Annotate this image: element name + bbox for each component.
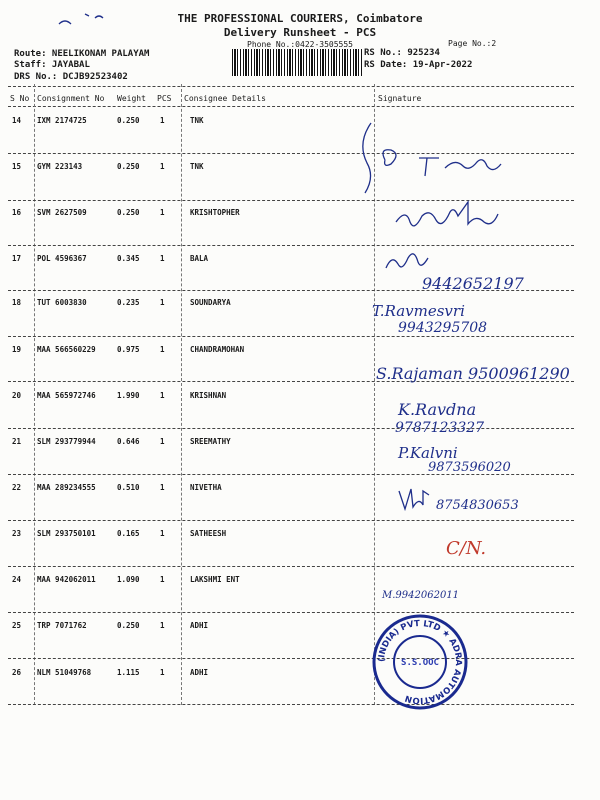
- signature-row-16: [390, 200, 520, 236]
- cell-pcs: 1: [160, 162, 165, 171]
- cell-consignee: CHANDRAMOHAN: [190, 345, 245, 354]
- cell-consignee: BALA: [190, 254, 209, 263]
- cell-consignment: SLM 293779944: [37, 437, 96, 446]
- cell-consignment: SVM 2627509: [37, 208, 87, 217]
- cell-sno: 26: [12, 668, 22, 677]
- cell-consignment: POL 4596367: [37, 254, 87, 263]
- cell-consignment: GYM 223143: [37, 162, 83, 171]
- cell-sno: 21: [12, 437, 22, 446]
- cell-consignee: ADHI: [190, 668, 209, 677]
- seal-ring-text: (INDIA) PVT LTD ★ ADRA AUTOMATION: [376, 618, 464, 706]
- cell-weight: 0.250: [117, 116, 140, 125]
- row-rule: [8, 520, 574, 521]
- cell-pcs: 1: [160, 298, 165, 307]
- staff-label: Staff: JAYABAL: [14, 60, 90, 70]
- col-consignee: Consignee Details: [184, 94, 266, 103]
- cell-consignment: IXM 2174725: [37, 116, 87, 125]
- row-rule: [8, 336, 574, 337]
- scribble-mark: [55, 8, 115, 30]
- cell-weight: 0.165: [117, 529, 140, 538]
- cell-consignee: TNK: [190, 162, 204, 171]
- cell-weight: 0.975: [117, 345, 140, 354]
- cell-consignee: TNK: [190, 116, 204, 125]
- signature-row-22: [395, 485, 440, 515]
- signature-row-23: C/N.: [446, 538, 487, 559]
- route-label: Route: NEELIKONAM PALAYAM: [14, 49, 150, 59]
- cell-weight: 0.646: [117, 437, 140, 446]
- cell-consignee: NIVETHA: [190, 483, 222, 492]
- cell-pcs: 1: [160, 621, 165, 630]
- cell-pcs: 1: [160, 345, 165, 354]
- cell-weight: 1.115: [117, 668, 140, 677]
- phone-row-17: 9442652197: [422, 274, 524, 293]
- cell-consignment: TUT 6003830: [37, 298, 87, 307]
- col-weight: Weight: [117, 94, 146, 103]
- cell-weight: 1.090: [117, 575, 140, 584]
- col-pcs: PCS: [157, 94, 172, 103]
- cell-consignment: NLM 51049768: [37, 668, 92, 677]
- cell-consignment: TRP 7071762: [37, 621, 87, 630]
- cell-weight: 0.510: [117, 483, 140, 492]
- document-subtitle: Delivery Runsheet - PCS: [223, 26, 377, 39]
- rs-date: RS Date: 19-Apr-2022: [364, 60, 473, 70]
- row-rule: [8, 704, 574, 705]
- cell-weight: 0.250: [117, 208, 140, 217]
- cell-sno: 15: [12, 162, 22, 171]
- cell-pcs: 1: [160, 254, 165, 263]
- col-sno: S No: [10, 94, 30, 103]
- row-rule: [8, 245, 574, 246]
- company-seal: [370, 612, 470, 712]
- cell-sno: 17: [12, 254, 22, 263]
- signature-row-24: M.9942062011: [382, 590, 460, 601]
- cell-pcs: 1: [160, 668, 165, 677]
- cell-pcs: 1: [160, 437, 165, 446]
- page-number: Page No.:2: [448, 39, 497, 48]
- cell-sno: 24: [12, 575, 22, 584]
- signature-row-21: P.Kalvni: [398, 444, 458, 462]
- cell-consignee: SREEMATHY: [190, 437, 231, 446]
- cell-consignment: MAA 289234555: [37, 483, 96, 492]
- company-title: THE PROFESSIONAL COURIERS, Coimbatore: [177, 12, 423, 25]
- cell-consignment: MAA 566560229: [37, 345, 96, 354]
- cell-pcs: 1: [160, 208, 165, 217]
- col-consignment: Consignment No: [37, 94, 105, 103]
- table-top-rule: [8, 86, 574, 87]
- cell-sno: 18: [12, 298, 22, 307]
- cell-weight: 0.235: [117, 298, 140, 307]
- cell-sno: 25: [12, 621, 22, 630]
- row-rule: [8, 658, 574, 659]
- cell-consignee: LAKSHMI ENT: [190, 575, 240, 584]
- cell-consignee: SOUNDARYA: [190, 298, 231, 307]
- rs-number: RS No.: 925234: [364, 48, 440, 58]
- cell-consignee: KRISHTOPHER: [190, 208, 240, 217]
- cell-sno: 14: [12, 116, 22, 125]
- cell-consignee: ADHI: [190, 621, 209, 630]
- phone-row-18: 9943295708: [398, 320, 488, 336]
- barcode: [232, 49, 362, 76]
- drs-number: DRS No.: DCJB92523402: [14, 72, 128, 82]
- cell-weight: 0.250: [117, 621, 140, 630]
- phone-row-22: 8754830653: [436, 498, 519, 513]
- table-header-rule: [8, 106, 574, 107]
- signature-row-19: S.Rajaman 9500961290: [376, 364, 570, 383]
- phone-row-20: 9787123327: [395, 420, 485, 436]
- phone-row-21: 9873596020: [428, 460, 511, 475]
- cell-sno: 23: [12, 529, 22, 538]
- cell-consignment: MAA 942062011: [37, 575, 96, 584]
- cell-sno: 19: [12, 345, 22, 354]
- cell-pcs: 1: [160, 575, 165, 584]
- cell-consignment: SLM 293750101: [37, 529, 96, 538]
- cell-weight: 1.990: [117, 391, 140, 400]
- cell-sno: 20: [12, 391, 22, 400]
- cell-consignee: KRISHNAN: [190, 391, 227, 400]
- cell-consignment: MAA 565972746: [37, 391, 96, 400]
- cell-weight: 0.345: [117, 254, 140, 263]
- cell-pcs: 1: [160, 483, 165, 492]
- col-signature: Signature: [378, 94, 422, 103]
- row-rule: [8, 612, 574, 613]
- cell-sno: 22: [12, 483, 22, 492]
- cell-pcs: 1: [160, 391, 165, 400]
- seal-stamp-icon: [370, 612, 470, 712]
- cell-sno: 16: [12, 208, 22, 217]
- cell-consignee: SATHEESH: [190, 529, 227, 538]
- phone-number: Phone No.:0422-3505555: [247, 40, 353, 49]
- cell-pcs: 1: [160, 529, 165, 538]
- row-rule: [8, 428, 574, 429]
- cell-weight: 0.250: [117, 162, 140, 171]
- seal-center-text: S.S.OOC: [401, 658, 439, 668]
- row-rule: [8, 566, 574, 567]
- cell-pcs: 1: [160, 116, 165, 125]
- signature-rows-14-15: [355, 118, 545, 198]
- signature-row-18: T.Ravmesvri: [372, 302, 465, 320]
- signature-row-20: K.Ravdna: [398, 400, 477, 419]
